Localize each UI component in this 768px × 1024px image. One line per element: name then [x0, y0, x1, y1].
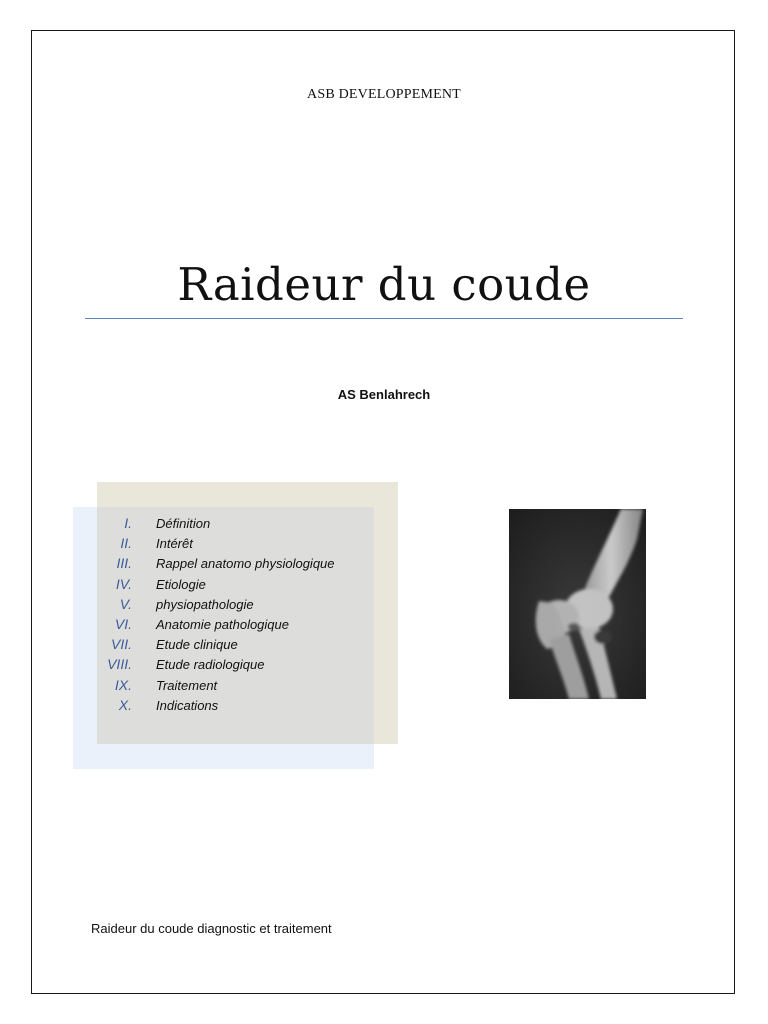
toc-number: V. [119, 595, 132, 612]
author-name: AS Benlahrech [337, 387, 431, 402]
toc-number: VIII. [107, 656, 132, 673]
toc-item [80, 616, 400, 636]
toc-number: VI. [114, 615, 132, 632]
table-of-contents [80, 515, 400, 717]
toc-item [80, 677, 400, 697]
toc-number: III. [116, 555, 132, 572]
toc-label: Traitement [156, 677, 218, 693]
elbow-xray-image [509, 509, 646, 699]
toc-label: Etude clinique [156, 637, 238, 653]
organization-header: ASB DEVELOPPEMENT [307, 87, 461, 102]
toc-item [80, 555, 400, 575]
toc-item [80, 636, 400, 656]
toc-item [80, 596, 400, 616]
document-title: Raideur du coude [177, 258, 591, 311]
toc-label: Définition [156, 516, 211, 531]
toc-label: physiopathologie [156, 596, 254, 612]
toc-item [80, 697, 400, 717]
footer-text: Raideur du coude diagnostic et traitement [91, 921, 332, 936]
toc-item [80, 656, 400, 676]
toc-number: X. [118, 696, 132, 713]
toc-number: VII. [110, 636, 132, 653]
toc-label: Etiologie [156, 576, 206, 592]
toc-label: Anatomie pathologique [156, 616, 289, 632]
toc-number: IX. [114, 676, 132, 693]
toc-item [80, 535, 400, 555]
toc-label: Rappel anatomo physiologique [156, 556, 335, 572]
toc-number: II. [120, 535, 132, 552]
toc-item [80, 576, 400, 596]
toc-label: Indications [156, 697, 219, 713]
toc-label: Etude radiologique [156, 657, 265, 673]
toc-item [80, 515, 400, 535]
toc-label: Intérêt [156, 536, 193, 552]
toc-number: IV. [115, 575, 132, 592]
title-underline [85, 318, 683, 319]
toc-number: I. [124, 515, 132, 531]
